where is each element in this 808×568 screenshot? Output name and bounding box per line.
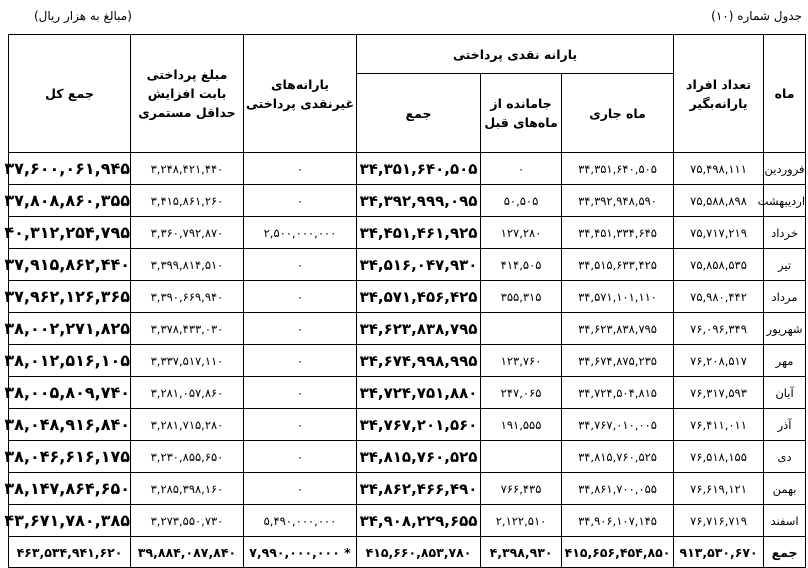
noncash-cell: ۰: [244, 409, 357, 441]
table-number-caption: جدول شماره (۱۰): [711, 9, 802, 23]
previous-months-cell: ۴۱۴,۵۰۵: [481, 249, 562, 281]
pension-cell: ۳,۳۷۸,۴۳۳,۰۳۰: [131, 313, 244, 345]
sum-previous-months-cell: ۴,۳۹۸,۹۳۰: [481, 537, 562, 568]
noncash-cell: ۰: [244, 377, 357, 409]
month-cell: مرداد: [764, 281, 806, 313]
noncash-cell: ۰: [244, 185, 357, 217]
cash-sum-cell: ۳۴,۷۶۷,۲۰۱,۵۶۰: [357, 409, 481, 441]
cash-sum-cell: ۳۴,۶۲۳,۸۳۸,۷۹۵: [357, 313, 481, 345]
pension-cell: ۳,۴۱۵,۸۶۱,۲۶۰: [131, 185, 244, 217]
pension-cell: ۳,۳۳۷,۵۱۷,۱۱۰: [131, 345, 244, 377]
table-row: [9, 505, 806, 537]
noncash-cell: ۰: [244, 281, 357, 313]
sum-month-cell: جمع: [764, 537, 806, 568]
sum-current-month-cell: ۴۱۵,۶۵۶,۴۵۴,۸۵۰: [562, 537, 674, 568]
cash-sum-cell: ۳۴,۷۲۴,۷۵۱,۸۸۰: [357, 377, 481, 409]
sum-row: [9, 537, 806, 568]
month-cell: فروردین: [764, 153, 806, 185]
current-month-cell: ۳۴,۷۶۷,۰۱۰,۰۰۵: [562, 409, 674, 441]
previous-months-cell: ۱۹۱,۵۵۵: [481, 409, 562, 441]
previous-months-cell: ۲۴۷,۰۶۵: [481, 377, 562, 409]
current-month-cell: ۳۴,۹۰۶,۱۰۷,۱۴۵: [562, 505, 674, 537]
cash-sum-cell: ۳۴,۳۵۱,۶۴۰,۵۰۵: [357, 153, 481, 185]
header-previous-months: جامانده از ماه‌های قبل: [481, 74, 562, 153]
table-row: [9, 377, 806, 409]
current-month-cell: ۳۴,۸۶۱,۷۰۰,۰۵۵: [562, 473, 674, 505]
sum-pension-cell: ۳۹,۸۸۴,۰۸۷,۸۴۰: [131, 537, 244, 568]
total-cell: ۳۷,۸۰۸,۸۶۰,۳۵۵: [9, 185, 131, 217]
total-cell: ۳۷,۹۶۲,۱۲۶,۳۶۵: [9, 281, 131, 313]
month-cell: خرداد: [764, 217, 806, 249]
table-row: [9, 409, 806, 441]
month-cell: دی: [764, 441, 806, 473]
current-month-cell: ۳۴,۷۲۴,۵۰۴,۸۱۵: [562, 377, 674, 409]
pension-cell: ۳,۲۸۵,۳۹۸,۱۶۰: [131, 473, 244, 505]
noncash-cell: ۰: [244, 441, 357, 473]
table-row: [9, 345, 806, 377]
total-cell: ۳۸,۱۴۷,۸۶۴,۶۵۰: [9, 473, 131, 505]
current-month-cell: ۳۴,۸۱۵,۷۶۰,۵۲۵: [562, 441, 674, 473]
recipients-cell: ۷۵,۴۹۸,۱۱۱: [674, 153, 764, 185]
table-row: [9, 217, 806, 249]
total-cell: ۳۷,۹۱۵,۸۶۲,۴۴۰: [9, 249, 131, 281]
cash-sum-cell: ۳۴,۹۰۸,۲۲۹,۶۵۵: [357, 505, 481, 537]
noncash-cell: ۰: [244, 313, 357, 345]
table-row: [9, 185, 806, 217]
table-row: [9, 441, 806, 473]
header-month: ماه: [764, 35, 806, 153]
pension-cell: ۳,۳۶۰,۷۹۲,۸۷۰: [131, 217, 244, 249]
table-row: [9, 249, 806, 281]
previous-months-cell: ۷۶۶,۴۳۵: [481, 473, 562, 505]
current-month-cell: ۳۴,۳۵۱,۶۴۰,۵۰۵: [562, 153, 674, 185]
recipients-cell: ۷۶,۵۱۸,۱۵۵: [674, 441, 764, 473]
recipients-cell: ۷۶,۷۱۶,۷۱۹: [674, 505, 764, 537]
header-total: جمع کل: [9, 35, 131, 153]
header-recipients: تعداد افراد یارانه‌بگیر: [674, 35, 764, 153]
previous-months-cell: ۳۵۵,۳۱۵: [481, 281, 562, 313]
total-cell: ۴۰,۳۱۲,۲۵۴,۷۹۵: [9, 217, 131, 249]
pension-cell: ۳,۲۸۱,۰۵۷,۸۶۰: [131, 377, 244, 409]
current-month-cell: ۳۴,۶۲۳,۸۳۸,۷۹۵: [562, 313, 674, 345]
month-cell: آبان: [764, 377, 806, 409]
cash-sum-cell: ۳۴,۳۹۲,۹۹۹,۰۹۵: [357, 185, 481, 217]
recipients-cell: ۷۶,۰۹۶,۳۴۹: [674, 313, 764, 345]
table-row: [9, 153, 806, 185]
current-month-cell: ۳۴,۳۹۲,۹۴۸,۵۹۰: [562, 185, 674, 217]
previous-months-cell: [481, 313, 562, 345]
sum-cash-sum-cell: ۴۱۵,۶۶۰,۸۵۳,۷۸۰: [357, 537, 481, 568]
noncash-cell: ۵,۴۹۰,۰۰۰,۰۰۰: [244, 505, 357, 537]
header-current-month: ماه جاری: [562, 74, 674, 153]
recipients-cell: ۷۶,۳۱۷,۵۹۳: [674, 377, 764, 409]
subsidy-table: [4, 34, 806, 568]
current-month-cell: ۳۴,۴۵۱,۳۳۴,۶۴۵: [562, 217, 674, 249]
month-cell: تیر: [764, 249, 806, 281]
noncash-cell: ۰: [244, 345, 357, 377]
recipients-cell: ۷۶,۶۱۹,۱۲۱: [674, 473, 764, 505]
total-cell: ۳۸,۰۱۲,۵۱۶,۱۰۵: [9, 345, 131, 377]
cash-sum-cell: ۳۴,۶۷۴,۹۹۸,۹۹۵: [357, 345, 481, 377]
header-cash-sum: جمع: [357, 74, 481, 153]
cash-sum-cell: ۳۴,۵۷۱,۴۵۶,۴۲۵: [357, 281, 481, 313]
recipients-cell: ۷۵,۹۸۰,۴۴۲: [674, 281, 764, 313]
noncash-cell: ۰: [244, 249, 357, 281]
month-cell: شهریور: [764, 313, 806, 345]
previous-months-cell: ۰: [481, 153, 562, 185]
pension-cell: ۳,۳۹۹,۸۱۴,۵۱۰: [131, 249, 244, 281]
current-month-cell: ۳۴,۵۷۱,۱۰۱,۱۱۰: [562, 281, 674, 313]
pension-cell: ۳,۲۸۱,۷۱۵,۲۸۰: [131, 409, 244, 441]
table-row: [9, 281, 806, 313]
noncash-cell: ۲,۵۰۰,۰۰۰,۰۰۰: [244, 217, 357, 249]
unit-caption: (مبالغ به هزار ریال): [34, 9, 132, 23]
recipients-cell: ۷۶,۴۱۱,۰۱۱: [674, 409, 764, 441]
recipients-cell: ۷۶,۲۰۸,۵۱۷: [674, 345, 764, 377]
recipients-cell: ۷۵,۸۵۸,۵۳۵: [674, 249, 764, 281]
previous-months-cell: ۲,۱۲۲,۵۱۰: [481, 505, 562, 537]
previous-months-cell: ۱۲۷,۲۸۰: [481, 217, 562, 249]
header-cash-group: یارانه نقدی پرداختی: [357, 35, 674, 74]
month-cell: اردیبهشت: [764, 185, 806, 217]
previous-months-cell: [481, 441, 562, 473]
pension-cell: ۳,۳۹۰,۶۶۹,۹۴۰: [131, 281, 244, 313]
total-cell: ۴۳,۶۷۱,۷۸۰,۳۸۵: [9, 505, 131, 537]
pension-cell: ۳,۲۳۰,۸۵۵,۶۵۰: [131, 441, 244, 473]
recipients-cell: ۷۵,۵۸۸,۸۹۸: [674, 185, 764, 217]
sum-total-cell: ۴۶۳,۵۳۴,۹۴۱,۶۲۰: [9, 537, 131, 568]
cash-sum-cell: ۳۴,۴۵۱,۴۶۱,۹۲۵: [357, 217, 481, 249]
table-row: [9, 313, 806, 345]
table-row: [9, 473, 806, 505]
month-cell: مهر: [764, 345, 806, 377]
pension-cell: ۳,۲۷۳,۵۵۰,۷۳۰: [131, 505, 244, 537]
previous-months-cell: ۱۲۳,۷۶۰: [481, 345, 562, 377]
current-month-cell: ۳۴,۶۷۴,۸۷۵,۲۳۵: [562, 345, 674, 377]
sum-noncash-cell: * ۷,۹۹۰,۰۰۰,۰۰۰: [244, 537, 357, 568]
recipients-cell: ۷۵,۷۱۷,۲۱۹: [674, 217, 764, 249]
pension-cell: ۳,۲۴۸,۴۲۱,۴۴۰: [131, 153, 244, 185]
previous-months-cell: ۵۰,۵۰۵: [481, 185, 562, 217]
cash-sum-cell: ۳۴,۸۶۲,۴۶۶,۴۹۰: [357, 473, 481, 505]
table-body: [4, 153, 806, 568]
total-cell: ۳۸,۰۴۸,۹۱۶,۸۴۰: [9, 409, 131, 441]
total-cell: ۳۸,۰۰۲,۲۷۱,۸۲۵: [9, 313, 131, 345]
month-cell: بهمن: [764, 473, 806, 505]
total-cell: ۳۷,۶۰۰,۰۶۱,۹۴۵: [9, 153, 131, 185]
cash-sum-cell: ۳۴,۸۱۵,۷۶۰,۵۲۵: [357, 441, 481, 473]
month-cell: آذر: [764, 409, 806, 441]
header-min-pension: مبلغ پرداختی بابت افزایش حداقل مستمری: [131, 35, 244, 153]
noncash-cell: ۰: [244, 473, 357, 505]
sum-recipients-cell: ۹۱۳,۵۳۰,۶۷۰: [674, 537, 764, 568]
cash-sum-cell: ۳۴,۵۱۶,۰۴۷,۹۳۰: [357, 249, 481, 281]
current-month-cell: ۳۴,۵۱۵,۶۳۳,۴۲۵: [562, 249, 674, 281]
total-cell: ۳۸,۰۴۶,۶۱۶,۱۷۵: [9, 441, 131, 473]
header-noncash: یارانه‌های غیرنقدی پرداختی: [244, 35, 357, 153]
total-cell: ۳۸,۰۰۵,۸۰۹,۷۴۰: [9, 377, 131, 409]
month-cell: اسفند: [764, 505, 806, 537]
noncash-cell: ۰: [244, 153, 357, 185]
